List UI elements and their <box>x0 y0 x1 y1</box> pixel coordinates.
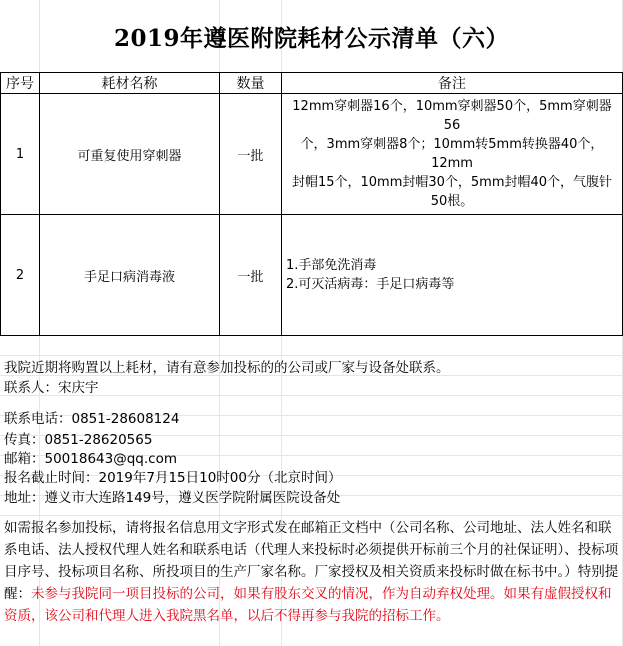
header-qty: 数量 <box>220 73 282 94</box>
fax: 传真：0851-28620565 <box>4 432 153 448</box>
note-line: 个，3mm穿刺器8个；10mm转5mm转换器40个，12mm <box>300 137 604 171</box>
row-no: 1 <box>1 94 40 215</box>
note-line: 50根。 <box>430 194 474 209</box>
note-line: 封帽15个，10mm封帽30个，5mm封帽40个，气腹针 <box>291 175 613 190</box>
row-name: 可重复使用穿刺器 <box>40 94 220 215</box>
table-row <box>1 215 623 336</box>
row-no: 2 <box>1 215 40 336</box>
row-qty: 一批 <box>220 215 282 336</box>
table-row <box>1 94 623 215</box>
consumables-table <box>0 72 623 336</box>
deadline: 报名截止时间：2019年7月15日10时00分（北京时间） <box>4 470 342 486</box>
note-line: 2.可灭活病毒：手足口病毒等 <box>286 277 455 292</box>
gridline <box>0 515 623 516</box>
row-qty: 一批 <box>220 94 282 215</box>
row-note <box>282 94 623 215</box>
header-no: 序号 <box>1 73 40 94</box>
contact-phone: 联系电话：0851-28608124 <box>4 411 180 427</box>
page-title: 2019年遵医附院耗材公示清单（六） <box>113 25 509 52</box>
contact-person: 联系人：宋庆宇 <box>4 380 99 396</box>
address: 地址：遵义市大连路149号，遵义医学院附属医院设备处 <box>4 490 341 506</box>
row-note <box>282 215 623 336</box>
intro-text: 我院近期将购置以上耗材，请有意参加投标的的公司或厂家与设备处联系。 <box>4 360 450 376</box>
warning-text: 未参与我院同一项目投标的公司，如果有股东交叉的情况，作为自动弃权处理。如果有虚假授权和资质，该公司和代理人进入我院黑名单，以后不得再参与我院的招标工作。 <box>4 586 612 624</box>
header-note: 备注 <box>282 73 623 94</box>
note-line: 12mm穿刺器16个，10mm穿刺器50个，5mm穿刺器56 <box>292 99 612 133</box>
instructions-text: 如需报名参加投标，请将报名信息用文字形式发在邮箱正文档中（公司名称、公司地址、法人姓名和联系电话、法人授权代理人姓名和联系电话（代理人来投标时必须提供开标前三个月的社保证明）、投标项目序号、投标项目名称、所投项目的生产厂家名称。厂家授权及相关资质来投标时做在标书中。）特别提醒： <box>4 520 619 602</box>
submission-instructions <box>4 517 622 627</box>
email: 邮箱：50018643@qq.com <box>4 451 177 467</box>
table-header-row <box>1 73 623 94</box>
note-line: 1.手部免洗消毒 <box>286 258 377 273</box>
row-name: 手足口病消毒液 <box>40 215 220 336</box>
header-name: 耗材名称 <box>40 73 220 94</box>
